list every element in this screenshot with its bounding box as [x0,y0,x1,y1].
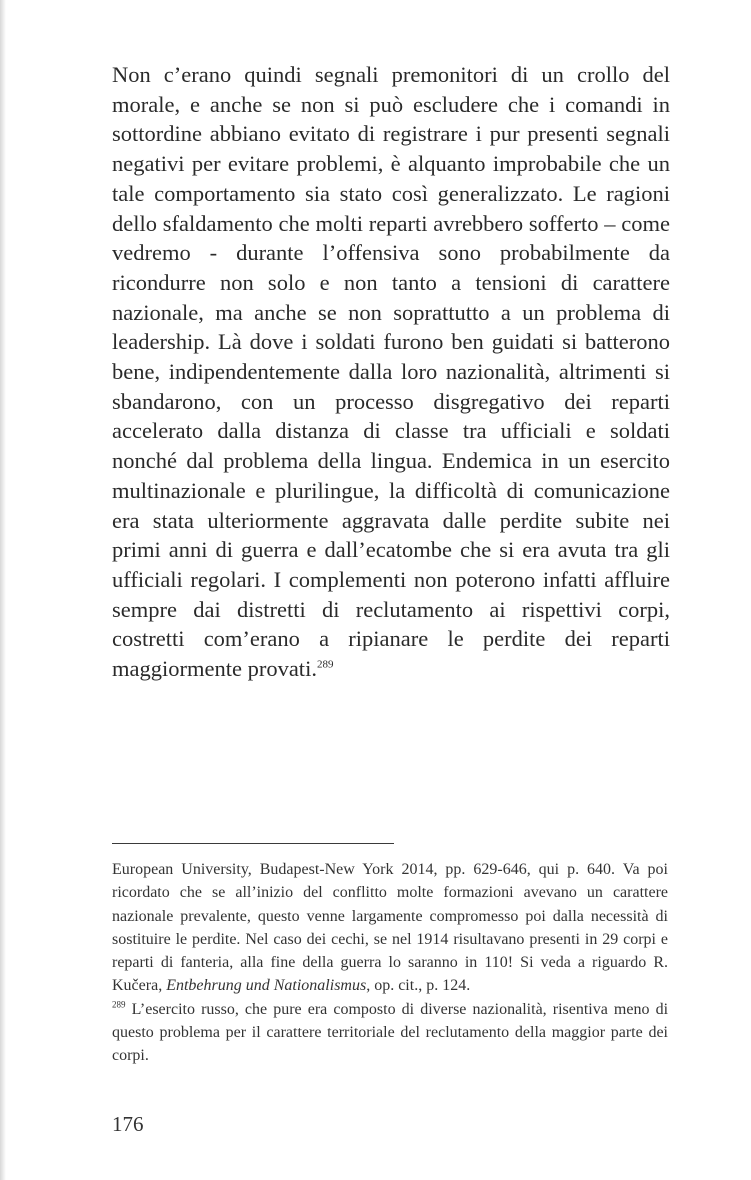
main-paragraph [112,60,670,684]
footnote-continuation-text: European University, Budapest-New York 2014, pp. 629-646, qui p. 640. Va poi ricordato che se all’inizio del conflitto molte formazioni avevano un carattere nazionale prevalente, questo venne largamente compromesso poi dalla necessità di sostituire le perdite. Nel caso dei cechi, se nel 1914 risultavano presenti in 29 corpi e reparti di fanteria, alla fine della guerra lo saranno in 110! Si veda a riguardo R. Kučera, [112,861,668,995]
footnote-number: 289 [112,999,126,1010]
footnote-cited-title: Entbehrung und Nationalismus [166,977,367,995]
footnote-289 [112,998,668,1068]
page-edge-shadow [0,0,6,1180]
footnote-continuation-end: , op. cit., p. 124. [366,977,471,995]
footnote-reference: 289 [316,658,334,671]
main-paragraph-text: Non c’erano quindi segnali premonitori di un crollo del morale, e anche se non si può escludere che i comandi in sottordine abbiano evitato di registrare i pur presenti segnali negativi per evitare problemi, è alquanto improbabile che un tale comportamento sia stato così generalizzato. Le ragioni dello sfaldamento che molti reparti avrebbero sofferto – come vedremo - durante l’offensiva sono probabilmente da ricondurre non solo e non tanto a tensioni di carattere nazionale, ma anche se non soprattutto a un problema di leadership. Là dove i soldati furono ben guidati si batterono bene, indipendentemente dalla loro nazionalità, altrimenti si sbandarono, con un processo disgregativo dei reparti accelerato dalla distanza di classe tra ufficiali e soldati nonché dal problema della lingua. Endemica in un esercito multinazionale e plurilingue, la difficoltà di comunicazione era stata ulteriormente aggravata dalle perdite subite nei primi anni di guerra e dall’ecatombe che si era avuta tra gli ufficiali regolari. I complementi non poterono infatti affluire sempre dai distretti di reclutamento ai rispettivi corpi, costretti com’erano a ripianare le perdite dei reparti maggiormente provati. [112,62,670,682]
footnotes-section [112,858,668,1068]
footnote-separator [112,843,394,844]
footnote-continuation [112,858,668,998]
footnote-289-text: L’esercito russo, che pure era composto di diverse nazionalità, risentiva meno di questo problema per il carattere territoriale del reclutamento della maggior parte dei corpi. [112,1000,669,1065]
page-number: 176 [112,1112,144,1136]
